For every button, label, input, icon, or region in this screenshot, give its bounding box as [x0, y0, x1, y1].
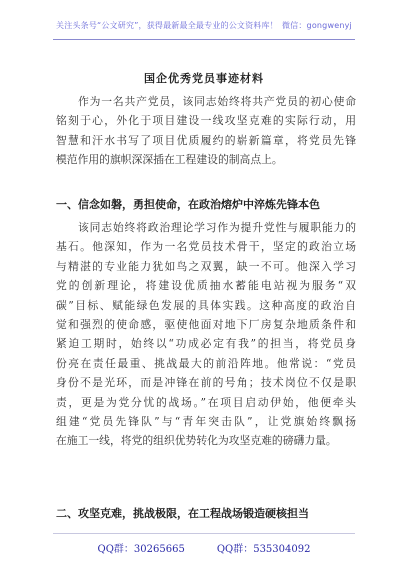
paragraph-line: 党的创新理论，将建设优质抽水蓄能电站视为服务“双: [56, 279, 356, 293]
intro-line: 铭刻于心，外化于项目建设一线攻坚克难的实际行动，用: [56, 114, 356, 128]
header-divider: [53, 39, 355, 40]
qq-group-2: QQ群：535304092: [216, 544, 311, 555]
qq-group-1: QQ群：30265665: [97, 544, 185, 555]
paragraph-line: 紧迫工期时，始终以“功成必定有我”的担当，将党员身: [56, 337, 356, 351]
header-banner-text: 关注头条号“公文研究”，获得最新最全最专业的公文资料库！: [56, 21, 278, 30]
paragraph-line: 与精湛的专业能力犹如鸟之双翼，缺一不可。他深入学习: [56, 259, 356, 273]
header-banner: [0, 20, 408, 31]
paragraph-line: 碳”目标、赋能绿色发展的具体实践。这种高度的政治自: [56, 298, 356, 312]
paragraph-line: 责，更是为党分忧的战场。”在项目启动伊始，他便牵头: [56, 395, 356, 409]
header-wechat-text: 微信：gongwenyj: [281, 21, 352, 30]
paragraph-line: 组建“党员先锋队”与“青年突击队”，让党旗始终飘扬: [56, 414, 356, 428]
paragraph-line: 基石。他深知，作为一名党员技术骨干，坚定的政治立场: [56, 240, 356, 254]
intro-line: 模范作用的旗帜深深插在工程建设的制高点上。: [56, 153, 283, 167]
paragraph-line: 该同志始终将政治理论学习作为提升党性与履职能力的: [78, 221, 356, 234]
document-title: 国企优秀党员事迹材料: [144, 72, 264, 85]
paragraph-line: 份亮在责任最重、挑战最大的前沿阵地。他常说：“党员: [56, 356, 356, 370]
intro-line: 智慧和汗水书写了项目优质履约的崭新篇章，将党员先锋: [56, 133, 356, 147]
paragraph-line: 在施工一线，将党的组织优势转化为攻坚克难的磅礴力量。: [56, 434, 337, 448]
section-heading-1: 一、信念如磐，勇担使命，在政治熔炉中淬炼先锋本色: [56, 198, 320, 211]
section-heading-2: 二、攻坚克难，挑战极限，在工程战场锻造硬核担当: [56, 507, 309, 520]
section-1-paragraph: [56, 218, 356, 451]
paragraph-line: 觉和强烈的使命感，驱使他面对地下厂房复杂地质条件和: [56, 317, 356, 331]
intro-line: 作为一名共产党员，该同志始终将共产党员的初心使命: [78, 95, 356, 108]
intro-paragraph: [56, 92, 356, 170]
paragraph-line: 身份不是光环，而是冲锋在前的号角；技术岗位不仅是职: [56, 376, 356, 390]
footer-divider: [53, 533, 355, 534]
footer-contact: [0, 540, 408, 555]
